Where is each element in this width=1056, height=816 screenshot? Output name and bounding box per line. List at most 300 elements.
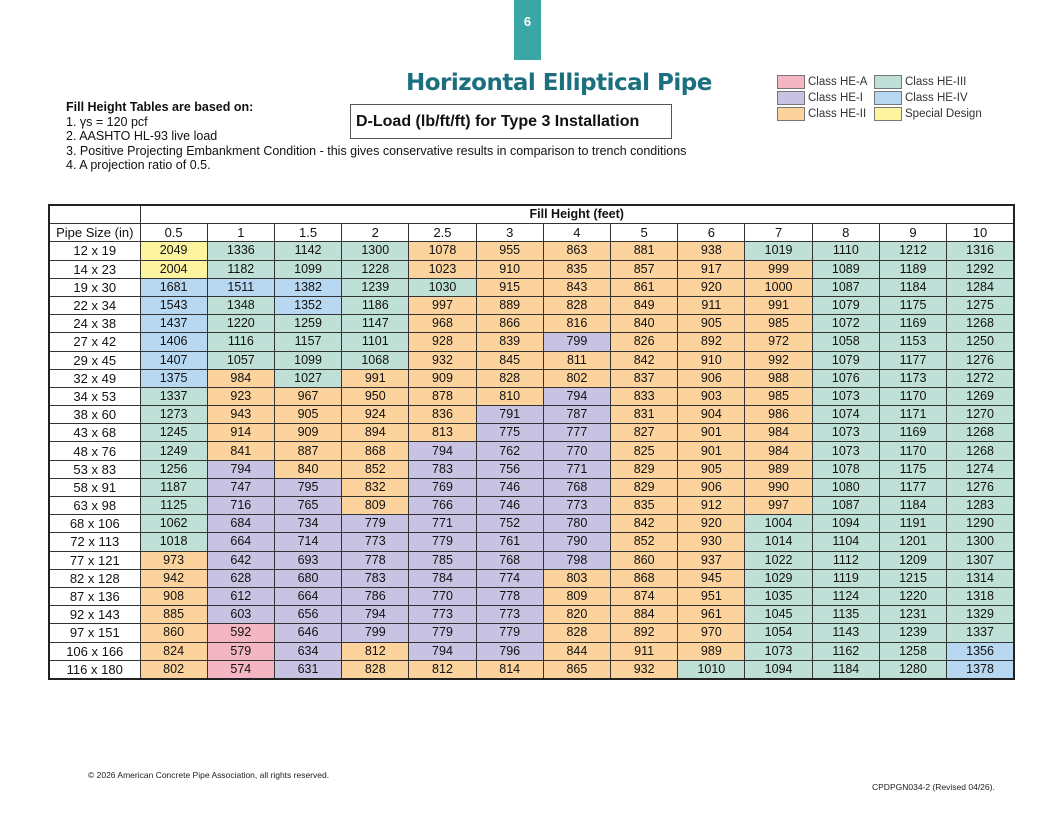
dload-cell: 1018: [140, 533, 207, 551]
dload-cell: 1110: [812, 242, 879, 260]
dload-cell: 773: [409, 606, 476, 624]
dload-cell: 1268: [947, 424, 1014, 442]
dload-cell: 865: [543, 660, 610, 679]
dload-cell: 989: [678, 642, 745, 660]
dload-cell: 868: [611, 569, 678, 587]
pipe-size-cell: 19 x 30: [49, 278, 140, 296]
pipe-size-cell: 34 x 53: [49, 387, 140, 405]
dload-cell: 790: [543, 533, 610, 551]
dload-cell: 1269: [947, 387, 1014, 405]
dload-cell: 1274: [947, 460, 1014, 478]
dload-cell: 693: [274, 551, 341, 569]
dload-cell: 829: [611, 460, 678, 478]
dload-cell: 1078: [812, 460, 879, 478]
dload-cell: 905: [274, 406, 341, 424]
table-row: [49, 242, 1014, 260]
pipe-size-cell: 58 x 91: [49, 478, 140, 496]
dload-cell: 1681: [140, 278, 207, 296]
dload-cell: 910: [678, 351, 745, 369]
table-row: [49, 551, 1014, 569]
table-row: [49, 424, 1014, 442]
dload-cell: 1276: [947, 478, 1014, 496]
dload-cell: 1027: [274, 369, 341, 387]
dload-cell: 839: [476, 333, 543, 351]
pipe-size-cell: 82 x 128: [49, 569, 140, 587]
pipe-size-cell: 87 x 136: [49, 587, 140, 605]
dload-cell: 1275: [947, 296, 1014, 314]
dload-cell: 985: [745, 387, 812, 405]
dload-cell: 1057: [207, 351, 274, 369]
dload-cell: 1177: [879, 351, 946, 369]
dload-cell: 1184: [812, 660, 879, 679]
dload-cell: 734: [274, 515, 341, 533]
pipe-size-cell: 97 x 151: [49, 624, 140, 642]
dload-cell: 1292: [947, 260, 1014, 278]
dload-cell: 1300: [947, 533, 1014, 551]
dload-cell: 779: [409, 533, 476, 551]
dload-cell: 1352: [274, 296, 341, 314]
dload-cell: 791: [476, 406, 543, 424]
dload-cell: 845: [476, 351, 543, 369]
dload-cell: 786: [342, 587, 409, 605]
dload-cell: 777: [543, 424, 610, 442]
dload-cell: 1182: [207, 260, 274, 278]
dload-cell: 997: [409, 296, 476, 314]
dload-cell: 1170: [879, 442, 946, 460]
dload-cell: 1543: [140, 296, 207, 314]
pipe-size-cell: 43 x 68: [49, 424, 140, 442]
dload-cell: 945: [678, 569, 745, 587]
dload-cell: 951: [678, 587, 745, 605]
table-row: [49, 478, 1014, 496]
dload-cell: 836: [409, 406, 476, 424]
table-group-header-row: [49, 205, 1014, 224]
dload-cell: 1112: [812, 551, 879, 569]
dload-cell: 1073: [745, 642, 812, 660]
dload-cell: 1087: [812, 278, 879, 296]
dload-cell: 1073: [812, 424, 879, 442]
table-row: [49, 442, 1014, 460]
pipe-size-cell: 53 x 83: [49, 460, 140, 478]
legend-swatch: [777, 107, 805, 121]
copyright-footer: © 2026 American Concrete Pipe Association, all rights reserved.: [88, 770, 330, 780]
dload-cell: 684: [207, 515, 274, 533]
dload-cell: 852: [342, 460, 409, 478]
dload-cell: 803: [543, 569, 610, 587]
dload-cell: 984: [745, 442, 812, 460]
pipe-size-cell: 106 x 166: [49, 642, 140, 660]
fill-height-column-header: 6: [678, 224, 745, 242]
dload-cell: 680: [274, 569, 341, 587]
dload-cell: 840: [274, 460, 341, 478]
table-row: [49, 642, 1014, 660]
dload-cell: 1054: [745, 624, 812, 642]
fill-height-column-header: 7: [745, 224, 812, 242]
dload-cell: 970: [678, 624, 745, 642]
pipe-size-cell: 72 x 113: [49, 533, 140, 551]
table-row: [49, 406, 1014, 424]
dload-cell: 1135: [812, 606, 879, 624]
pipe-size-cell: 29 x 45: [49, 351, 140, 369]
dload-cell: 1058: [812, 333, 879, 351]
page-title: Horizontal Elliptical Pipe: [406, 70, 712, 96]
dload-cell: 799: [543, 333, 610, 351]
dload-cell: 612: [207, 587, 274, 605]
dload-cell: 1099: [274, 260, 341, 278]
dload-cell: 714: [274, 533, 341, 551]
legend-swatch: [777, 75, 805, 89]
dload-cell: 603: [207, 606, 274, 624]
dload-cell: 984: [745, 424, 812, 442]
dload-cell: 824: [140, 642, 207, 660]
dload-cell: 989: [745, 460, 812, 478]
dload-cell: 1177: [879, 478, 946, 496]
dload-cell: 787: [543, 406, 610, 424]
dload-cell: 911: [611, 642, 678, 660]
dload-cell: 967: [274, 387, 341, 405]
dload-cell: 631: [274, 660, 341, 679]
table-body: [49, 242, 1014, 679]
dload-cell: 997: [745, 497, 812, 515]
table-row: [49, 660, 1014, 679]
pipe-size-header: Pipe Size (in): [49, 224, 140, 242]
table-column-header-row: [49, 224, 1014, 242]
dload-cell: 2049: [140, 242, 207, 260]
dload-cell: 843: [543, 278, 610, 296]
legend-swatch: [874, 75, 902, 89]
page-number-tab: 6: [514, 0, 541, 60]
dload-cell: 844: [543, 642, 610, 660]
pipe-size-cell: 92 x 143: [49, 606, 140, 624]
dload-cell: 1087: [812, 497, 879, 515]
dload-cell: 909: [274, 424, 341, 442]
dload-cell: 794: [342, 606, 409, 624]
dload-cell: 991: [342, 369, 409, 387]
dload-cell: 812: [409, 660, 476, 679]
dload-cell: 950: [342, 387, 409, 405]
dload-cell: 1189: [879, 260, 946, 278]
dload-cell: 892: [611, 624, 678, 642]
dload-cell: 909: [409, 369, 476, 387]
dload-cell: 784: [409, 569, 476, 587]
dload-cell: 932: [409, 351, 476, 369]
dload-cell: 762: [476, 442, 543, 460]
dload-cell: 825: [611, 442, 678, 460]
dload-cell: 826: [611, 333, 678, 351]
table-row: [49, 497, 1014, 515]
dload-cell: 901: [678, 442, 745, 460]
legend-label: Class HE-III: [905, 76, 967, 88]
dload-cell: 988: [745, 369, 812, 387]
dload-cell: 999: [745, 260, 812, 278]
dload-cell: 903: [678, 387, 745, 405]
dload-cell: 794: [543, 387, 610, 405]
pipe-size-cell: 63 x 98: [49, 497, 140, 515]
pipe-size-cell: 22 x 34: [49, 296, 140, 314]
table-row: [49, 587, 1014, 605]
dload-cell: 840: [611, 315, 678, 333]
dload-cell: 746: [476, 478, 543, 496]
dload-cell: 1173: [879, 369, 946, 387]
dload-cell: 884: [611, 606, 678, 624]
dload-cell: 1035: [745, 587, 812, 605]
dload-cell: 1169: [879, 424, 946, 442]
dload-cell: 1272: [947, 369, 1014, 387]
dload-cell: 778: [476, 587, 543, 605]
dload-cell: 1437: [140, 315, 207, 333]
dload-cell: 664: [207, 533, 274, 551]
dload-cell: 1143: [812, 624, 879, 642]
dload-cell: 827: [611, 424, 678, 442]
legend-swatch: [777, 91, 805, 105]
dload-cell: 1157: [274, 333, 341, 351]
dload-cell: 1307: [947, 551, 1014, 569]
dload-cell: 992: [745, 351, 812, 369]
dload-cell: 1029: [745, 569, 812, 587]
dload-cell: 1201: [879, 533, 946, 551]
dload-cell: 752: [476, 515, 543, 533]
dload-cell: 1171: [879, 406, 946, 424]
pipe-size-cell: 14 x 23: [49, 260, 140, 278]
dload-cell: 1147: [342, 315, 409, 333]
pipe-size-cell: 24 x 38: [49, 315, 140, 333]
dload-cell: 1014: [745, 533, 812, 551]
dload-cell: 809: [543, 587, 610, 605]
dload-cell: 773: [342, 533, 409, 551]
dload-cell: 894: [342, 424, 409, 442]
dload-cell: 1094: [812, 515, 879, 533]
dload-cell: 828: [543, 296, 610, 314]
dload-cell: 794: [409, 442, 476, 460]
dload-cell: 664: [274, 587, 341, 605]
dload-cell: 874: [611, 587, 678, 605]
dload-cell: 1245: [140, 424, 207, 442]
dload-cell: 906: [678, 478, 745, 496]
dload-cell: 1022: [745, 551, 812, 569]
fill-height-column-header: 1: [207, 224, 274, 242]
dload-cell: 812: [342, 642, 409, 660]
pipe-size-cell: 68 x 106: [49, 515, 140, 533]
dload-cell: 943: [207, 406, 274, 424]
note-item: 2. AASHTO HL-93 live load: [66, 129, 218, 143]
dload-cell: 973: [140, 551, 207, 569]
dload-cell: 928: [409, 333, 476, 351]
dload-cell: 783: [409, 460, 476, 478]
dload-cell: 938: [678, 242, 745, 260]
dload-cell: 990: [745, 478, 812, 496]
dload-cell: 1329: [947, 606, 1014, 624]
dload-cell: 642: [207, 551, 274, 569]
dload-cell: 1280: [879, 660, 946, 679]
dload-cell: 802: [543, 369, 610, 387]
dload-cell: 794: [207, 460, 274, 478]
table-row: [49, 296, 1014, 314]
dload-cell: 771: [543, 460, 610, 478]
dload-cell: 816: [543, 315, 610, 333]
dload-cell: 1300: [342, 242, 409, 260]
dload-cell: 1273: [140, 406, 207, 424]
fill-height-column-header: 2.5: [409, 224, 476, 242]
dload-cell: 917: [678, 260, 745, 278]
dload-cell: 986: [745, 406, 812, 424]
dload-cell: 770: [409, 587, 476, 605]
legend-label: Class HE-II: [808, 108, 867, 120]
dload-cell: 1268: [947, 442, 1014, 460]
dload-cell: 796: [476, 642, 543, 660]
dload-cell: 1094: [745, 660, 812, 679]
table-row: [49, 387, 1014, 405]
dload-cell: 1406: [140, 333, 207, 351]
document-id-footer: CPDPGN034-2 (Revised 04/26).: [872, 782, 995, 792]
table-row: [49, 515, 1014, 533]
dload-cell: 1119: [812, 569, 879, 587]
dload-cell: 1073: [812, 442, 879, 460]
dload-cell: 863: [543, 242, 610, 260]
dload-cell: 911: [678, 296, 745, 314]
dload-cell: 820: [543, 606, 610, 624]
dload-cell: 1162: [812, 642, 879, 660]
dload-cell: 770: [543, 442, 610, 460]
dload-cell: 842: [611, 515, 678, 533]
dload-cell: 1186: [342, 296, 409, 314]
table-row: [49, 315, 1014, 333]
dload-cell: 920: [678, 278, 745, 296]
fill-height-column-header: 2: [342, 224, 409, 242]
dload-cell: 1019: [745, 242, 812, 260]
dload-cell: 991: [745, 296, 812, 314]
dload-cell: 1511: [207, 278, 274, 296]
dload-cell: 778: [342, 551, 409, 569]
dload-cell: 1000: [745, 278, 812, 296]
dload-cell: 905: [678, 315, 745, 333]
dload-cell: 1030: [409, 278, 476, 296]
dload-cell: 798: [543, 551, 610, 569]
dload-cell: 1375: [140, 369, 207, 387]
dload-cell: 1080: [812, 478, 879, 496]
dload-cell: 1125: [140, 497, 207, 515]
dload-cell: 802: [140, 660, 207, 679]
dload-cell: 1062: [140, 515, 207, 533]
dload-cell: 1220: [207, 315, 274, 333]
dload-cell: 892: [678, 333, 745, 351]
dload-cell: 861: [611, 278, 678, 296]
dload-cell: 579: [207, 642, 274, 660]
dload-cell: 716: [207, 497, 274, 515]
dload-cell: 866: [476, 315, 543, 333]
dload-cell: 785: [409, 551, 476, 569]
dload-cell: 1283: [947, 497, 1014, 515]
table-corner-cell: [49, 205, 140, 224]
dload-cell: 794: [409, 642, 476, 660]
dload-cell: 1268: [947, 315, 1014, 333]
dload-cell: 1249: [140, 442, 207, 460]
dload-cell: 1076: [812, 369, 879, 387]
legend-label: Class HE-IV: [905, 92, 968, 104]
table-row: [49, 278, 1014, 296]
dload-cell: 574: [207, 660, 274, 679]
legend-label: Special Design: [905, 108, 982, 120]
dload-cell: 1318: [947, 587, 1014, 605]
dload-cell: 1348: [207, 296, 274, 314]
dload-cell: 985: [745, 315, 812, 333]
table-row: [49, 369, 1014, 387]
dload-cell: 1184: [879, 278, 946, 296]
dload-cell: 779: [342, 515, 409, 533]
dload-cell: 1290: [947, 515, 1014, 533]
dload-cell: 831: [611, 406, 678, 424]
legend-swatch: [874, 91, 902, 105]
dload-cell: 1356: [947, 642, 1014, 660]
dload-cell: 835: [611, 497, 678, 515]
dload-cell: 842: [611, 351, 678, 369]
dload-cell: 968: [409, 315, 476, 333]
pipe-size-cell: 48 x 76: [49, 442, 140, 460]
dload-cell: 1316: [947, 242, 1014, 260]
dload-cell: 961: [678, 606, 745, 624]
dload-cell: 1045: [745, 606, 812, 624]
table-row: [49, 351, 1014, 369]
dload-cell: 910: [476, 260, 543, 278]
dload-cell: 810: [476, 387, 543, 405]
table-row: [49, 333, 1014, 351]
dload-cell: 656: [274, 606, 341, 624]
dload-cell: 1142: [274, 242, 341, 260]
dload-cell: 1187: [140, 478, 207, 496]
table-row: [49, 624, 1014, 642]
dload-cell: 912: [678, 497, 745, 515]
dload-cell: 809: [342, 497, 409, 515]
dload-cell: 914: [207, 424, 274, 442]
dload-cell: 1220: [879, 587, 946, 605]
dload-cell: 887: [274, 442, 341, 460]
dload-cell: 904: [678, 406, 745, 424]
dload-cell: 908: [140, 587, 207, 605]
dload-cell: 768: [476, 551, 543, 569]
dload-cell: 1175: [879, 296, 946, 314]
dload-cell: 915: [476, 278, 543, 296]
dload-cell: 1256: [140, 460, 207, 478]
fill-height-column-header: 8: [812, 224, 879, 242]
dload-cell: 774: [476, 569, 543, 587]
dload-cell: 813: [409, 424, 476, 442]
dload-cell: 1101: [342, 333, 409, 351]
note-item: 1. γs = 120 pcf: [66, 114, 148, 129]
table-row: [49, 606, 1014, 624]
dload-cell: 811: [543, 351, 610, 369]
dload-cell: 795: [274, 478, 341, 496]
dload-cell: 857: [611, 260, 678, 278]
fill-height-column-header: 1.5: [274, 224, 341, 242]
dload-cell: 828: [476, 369, 543, 387]
dload-cell: 646: [274, 624, 341, 642]
dload-cell: 765: [274, 497, 341, 515]
dload-cell: 1276: [947, 351, 1014, 369]
dload-cell: 1337: [140, 387, 207, 405]
dload-cell: 780: [543, 515, 610, 533]
dload-cell: 1407: [140, 351, 207, 369]
dload-cell: 773: [543, 497, 610, 515]
dload-cell: 773: [476, 606, 543, 624]
dload-cell: 881: [611, 242, 678, 260]
dload-cell: 937: [678, 551, 745, 569]
dload-cell: 1170: [879, 387, 946, 405]
note-item: 4. A projection ratio of 0.5.: [66, 158, 211, 172]
dload-cell: 756: [476, 460, 543, 478]
dload-cell: 923: [207, 387, 274, 405]
dload-cell: 1258: [879, 642, 946, 660]
dload-cell: 766: [409, 497, 476, 515]
dload-cell: 1382: [274, 278, 341, 296]
